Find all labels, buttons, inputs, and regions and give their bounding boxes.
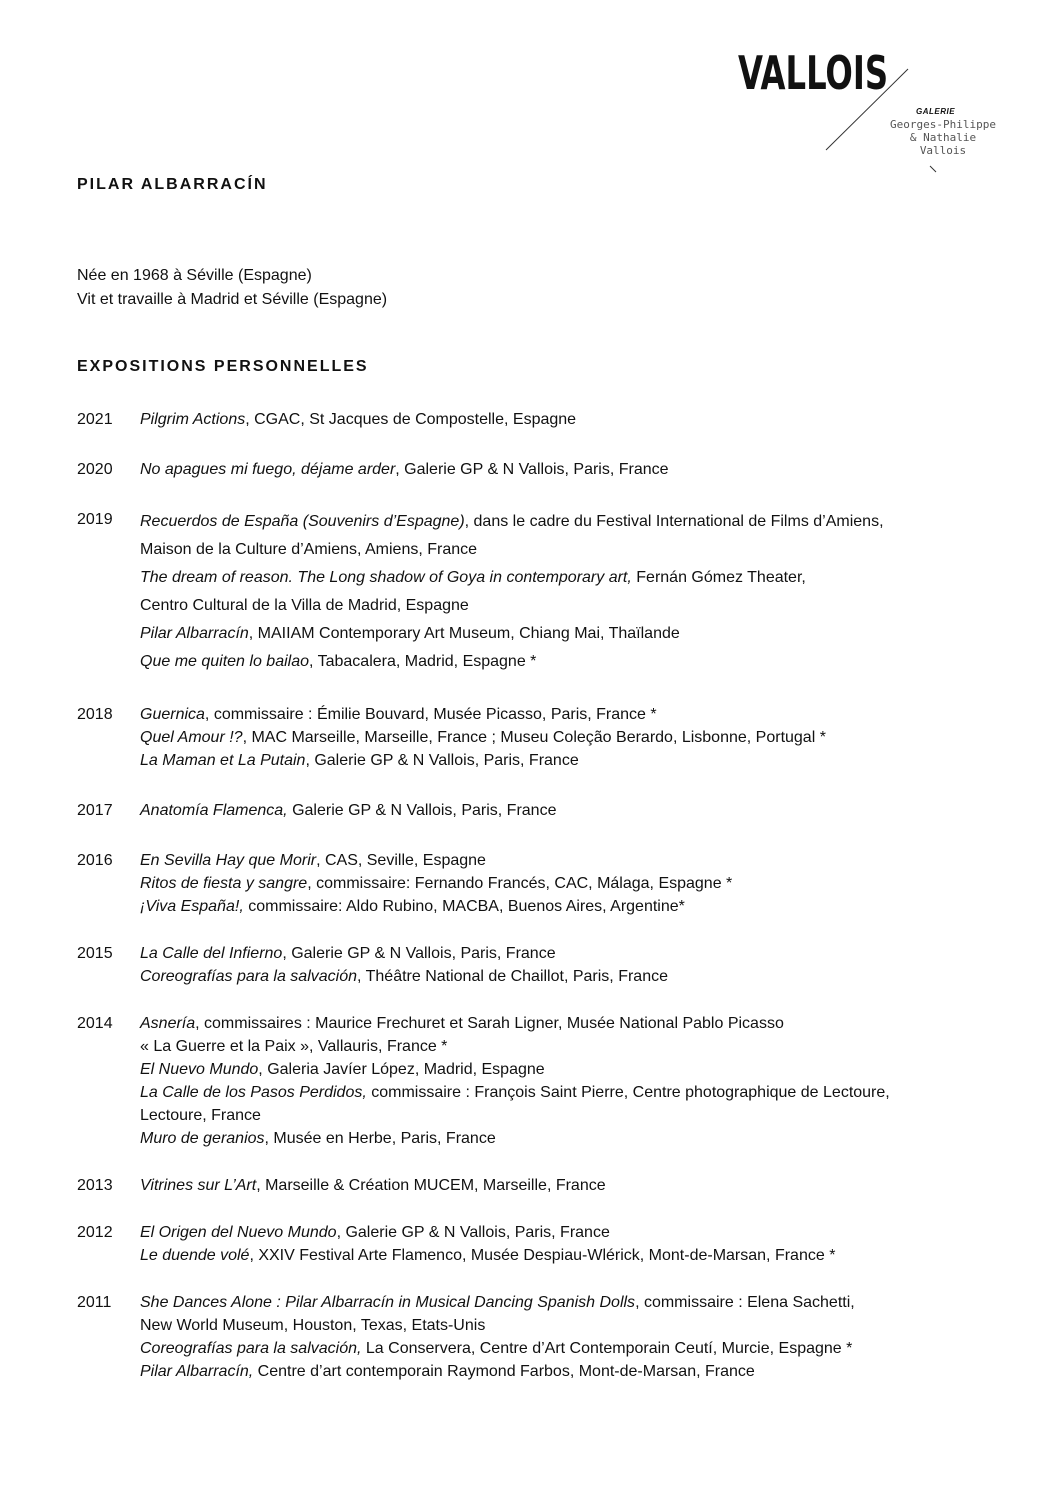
exhibition-details: , Galerie GP & N Vallois, Paris, France — [395, 461, 669, 478]
exhibition-details: Galerie GP & N Vallois, Paris, France — [287, 802, 557, 819]
year-entry — [77, 1291, 1017, 1383]
exhibition-line — [140, 942, 1017, 965]
exhibition-details: , commissaire: Fernando Francés, CAC, Málaga, Espagne * — [307, 875, 733, 892]
exhibition-title: Pilgrim Actions — [140, 411, 246, 428]
exhibition-details: , Tabacalera, Madrid, Espagne * — [309, 653, 537, 670]
exhibition-details: La Conservera, Centre d’Art Contemporain Ceutí, Murcie, Espagne * — [361, 1340, 853, 1357]
logo-wordmark: VALLOIS — [738, 46, 889, 100]
section-title: EXPOSITIONS PERSONNELLES — [77, 358, 369, 375]
artist-name: PILAR ALBARRACÍN — [77, 176, 268, 193]
exhibition-title: Vitrines sur L’Art — [140, 1177, 257, 1194]
exhibition-title: Quel Amour !? — [140, 729, 243, 746]
exhibition-line — [140, 1012, 1017, 1035]
exhibition-details: , XXIV Festival Arte Flamenco, Musée Despiau-Wlérick, Mont-de-Marsan, France * — [249, 1247, 836, 1264]
exhibition-title: Asnería — [140, 1015, 196, 1032]
exhibition-line — [140, 895, 1017, 918]
exhibition-line — [140, 749, 1017, 772]
exhibition-line — [140, 849, 1017, 872]
exhibition-lines — [140, 408, 1017, 431]
exhibition-lines — [140, 942, 1017, 988]
exhibition-details: , Marseille & Création MUCEM, Marseille, France — [256, 1177, 606, 1194]
exhibition-line — [140, 1174, 1017, 1197]
year-entry — [77, 1221, 1017, 1267]
year-label: 2016 — [77, 852, 113, 869]
exhibition-line — [140, 965, 1017, 988]
exhibition-line — [140, 1081, 1017, 1104]
exhibition-details: , Galeria Javíer López, Madrid, Espagne — [258, 1061, 545, 1078]
exhibition-title: Muro de geranios — [140, 1130, 265, 1147]
year-entry — [77, 849, 1017, 918]
exhibition-line — [140, 726, 1017, 749]
bio-line: Vit et travaille à Madrid et Séville (Espagne) — [77, 291, 388, 308]
exhibition-title: La Maman et La Putain — [140, 752, 306, 769]
exhibition-details: Maison de la Culture d’Amiens, Amiens, France — [140, 541, 478, 558]
exhibition-details: , dans le cadre du Festival International de Films d’Amiens, — [464, 513, 884, 530]
year-entry — [77, 458, 1017, 481]
year-label: 2012 — [77, 1224, 113, 1241]
year-label: 2011 — [77, 1294, 112, 1311]
year-entry — [77, 703, 1017, 772]
exhibition-line — [140, 872, 1017, 895]
exhibition-line — [140, 1360, 1017, 1383]
year-label: 2018 — [77, 706, 113, 723]
logo-gallery-name — [878, 118, 1008, 157]
exhibition-details: , MAIIAM Contemporary Art Museum, Chiang Mai, Thaïlande — [248, 625, 680, 642]
year-entry — [77, 508, 1017, 676]
exhibition-details: , commissaires : Maurice Frechuret et Sarah Ligner, Musée National Pablo Picasso — [195, 1015, 784, 1032]
logo-slash-lines — [738, 46, 1018, 180]
exhibition-line — [140, 508, 1017, 536]
exhibition-details: , commissaire : Émilie Bouvard, Musée Picasso, Paris, France * — [204, 706, 657, 723]
exhibition-lines — [140, 1221, 1017, 1267]
exhibition-details: commissaire : François Saint Pierre, Centre photographique de Lectoure, — [366, 1084, 890, 1101]
exhibition-line — [140, 799, 1017, 822]
exhibition-title: Coreografías para la salvación, — [140, 1340, 362, 1357]
exhibition-title: Anatomía Flamenca, — [140, 802, 288, 819]
exhibition-lines — [140, 1174, 1017, 1197]
exhibition-details: Centre d’art contemporain Raymond Farbos, Mont-de-Marsan, France — [253, 1363, 755, 1380]
exhibitions-list — [77, 408, 1017, 1383]
logo-line: Georges-Philippe — [890, 118, 996, 131]
exhibition-line — [140, 1058, 1017, 1081]
exhibition-lines — [140, 703, 1017, 772]
exhibition-details: , commissaire : Elena Sachetti, — [635, 1294, 855, 1311]
exhibition-line — [140, 1127, 1017, 1150]
exhibition-lines — [140, 1291, 1017, 1383]
exhibition-details: , Théâtre National de Chaillot, Paris, France — [357, 968, 668, 985]
year-entry — [77, 408, 1017, 431]
year-label: 2017 — [77, 802, 113, 819]
exhibition-line — [140, 1337, 1017, 1360]
gallery-logo — [738, 46, 1018, 180]
exhibition-lines — [140, 1012, 1017, 1150]
exhibition-line — [140, 620, 1017, 648]
year-entry — [77, 942, 1017, 988]
exhibition-title: Le duende volé — [140, 1247, 250, 1264]
exhibition-details: commissaire: Aldo Rubino, MACBA, Buenos Aires, Argentine* — [243, 898, 685, 915]
year-label: 2020 — [77, 461, 113, 478]
exhibition-title: The dream of reason. The Long shadow of Goya in contemporary art, — [140, 569, 632, 586]
exhibition-line — [140, 648, 1017, 676]
exhibition-title: El Nuevo Mundo — [140, 1061, 259, 1078]
exhibition-title: Ritos de fiesta y sangre — [140, 875, 308, 892]
exhibition-line — [140, 1035, 1017, 1058]
exhibition-line — [140, 703, 1017, 726]
exhibition-lines — [140, 799, 1017, 822]
exhibition-title: La Calle del Infierno — [140, 945, 283, 962]
exhibition-details: , Galerie GP & N Vallois, Paris, France — [305, 752, 579, 769]
logo-line: & Nathalie — [909, 131, 977, 144]
exhibition-title: La Calle de los Pasos Perdidos, — [140, 1084, 367, 1101]
year-entry — [77, 1012, 1017, 1150]
logo-galerie-label: GALERIE — [916, 107, 956, 116]
exhibition-line — [140, 1314, 1017, 1337]
exhibition-line — [140, 1244, 1017, 1267]
exhibition-title: Guernica — [140, 706, 205, 723]
exhibition-line — [140, 592, 1017, 620]
year-entry — [77, 1174, 1017, 1197]
exhibition-lines — [140, 508, 1017, 676]
year-label: 2015 — [77, 945, 113, 962]
exhibition-line — [140, 536, 1017, 564]
exhibition-lines — [140, 849, 1017, 918]
exhibition-title: Pilar Albarracín — [140, 625, 249, 642]
exhibition-title: ¡Viva España!, — [140, 898, 244, 915]
exhibition-line — [140, 408, 1017, 431]
exhibition-details: , CGAC, St Jacques de Compostelle, Espagne — [245, 411, 577, 428]
exhibition-title: En Sevilla Hay que Morir — [140, 852, 317, 869]
year-entry — [77, 799, 1017, 822]
exhibition-line — [140, 564, 1017, 592]
exhibition-line — [140, 458, 1017, 481]
exhibition-details: , Musée en Herbe, Paris, France — [264, 1130, 496, 1147]
exhibition-details: Fernán Gómez Theater, — [631, 569, 806, 586]
exhibition-details: « La Guerre et la Paix », Vallauris, France * — [140, 1038, 448, 1055]
exhibition-title: No apagues mi fuego, déjame arder — [140, 461, 396, 478]
exhibition-title: Recuerdos de España (Souvenirs d’Espagne) — [140, 513, 465, 530]
exhibition-details: Centro Cultural de la Villa de Madrid, Espagne — [140, 597, 469, 614]
exhibition-line — [140, 1221, 1017, 1244]
exhibition-details: Lectoure, France — [140, 1107, 261, 1124]
exhibition-title: El Origen del Nuevo Mundo — [140, 1224, 337, 1241]
year-label: 2013 — [77, 1177, 113, 1194]
exhibition-details: New World Museum, Houston, Texas, Etats-Unis — [140, 1317, 486, 1334]
exhibition-details: , Galerie GP & N Vallois, Paris, France — [282, 945, 556, 962]
year-label: 2014 — [77, 1015, 113, 1032]
exhibition-title: Que me quiten lo bailao — [140, 653, 309, 670]
exhibition-title: She Dances Alone : Pilar Albarracín in Musical Dancing Spanish Dolls — [140, 1294, 636, 1311]
artist-bio — [77, 264, 387, 312]
exhibition-line — [140, 1104, 1017, 1127]
year-label: 2021 — [77, 411, 113, 428]
exhibition-lines — [140, 458, 1017, 481]
exhibition-line — [140, 1291, 1017, 1314]
exhibition-title: Coreografías para la salvación — [140, 968, 358, 985]
bio-line: Née en 1968 à Séville (Espagne) — [77, 267, 312, 284]
exhibition-title: Pilar Albarracín, — [140, 1363, 254, 1380]
exhibition-details: , Galerie GP & N Vallois, Paris, France — [336, 1224, 610, 1241]
year-label: 2019 — [77, 511, 113, 528]
exhibition-details: , MAC Marseille, Marseille, France ; Museu Coleção Berardo, Lisbonne, Portugal * — [242, 729, 826, 746]
exhibition-details: , CAS, Seville, Espagne — [316, 852, 486, 869]
logo-line: Vallois — [919, 144, 967, 157]
